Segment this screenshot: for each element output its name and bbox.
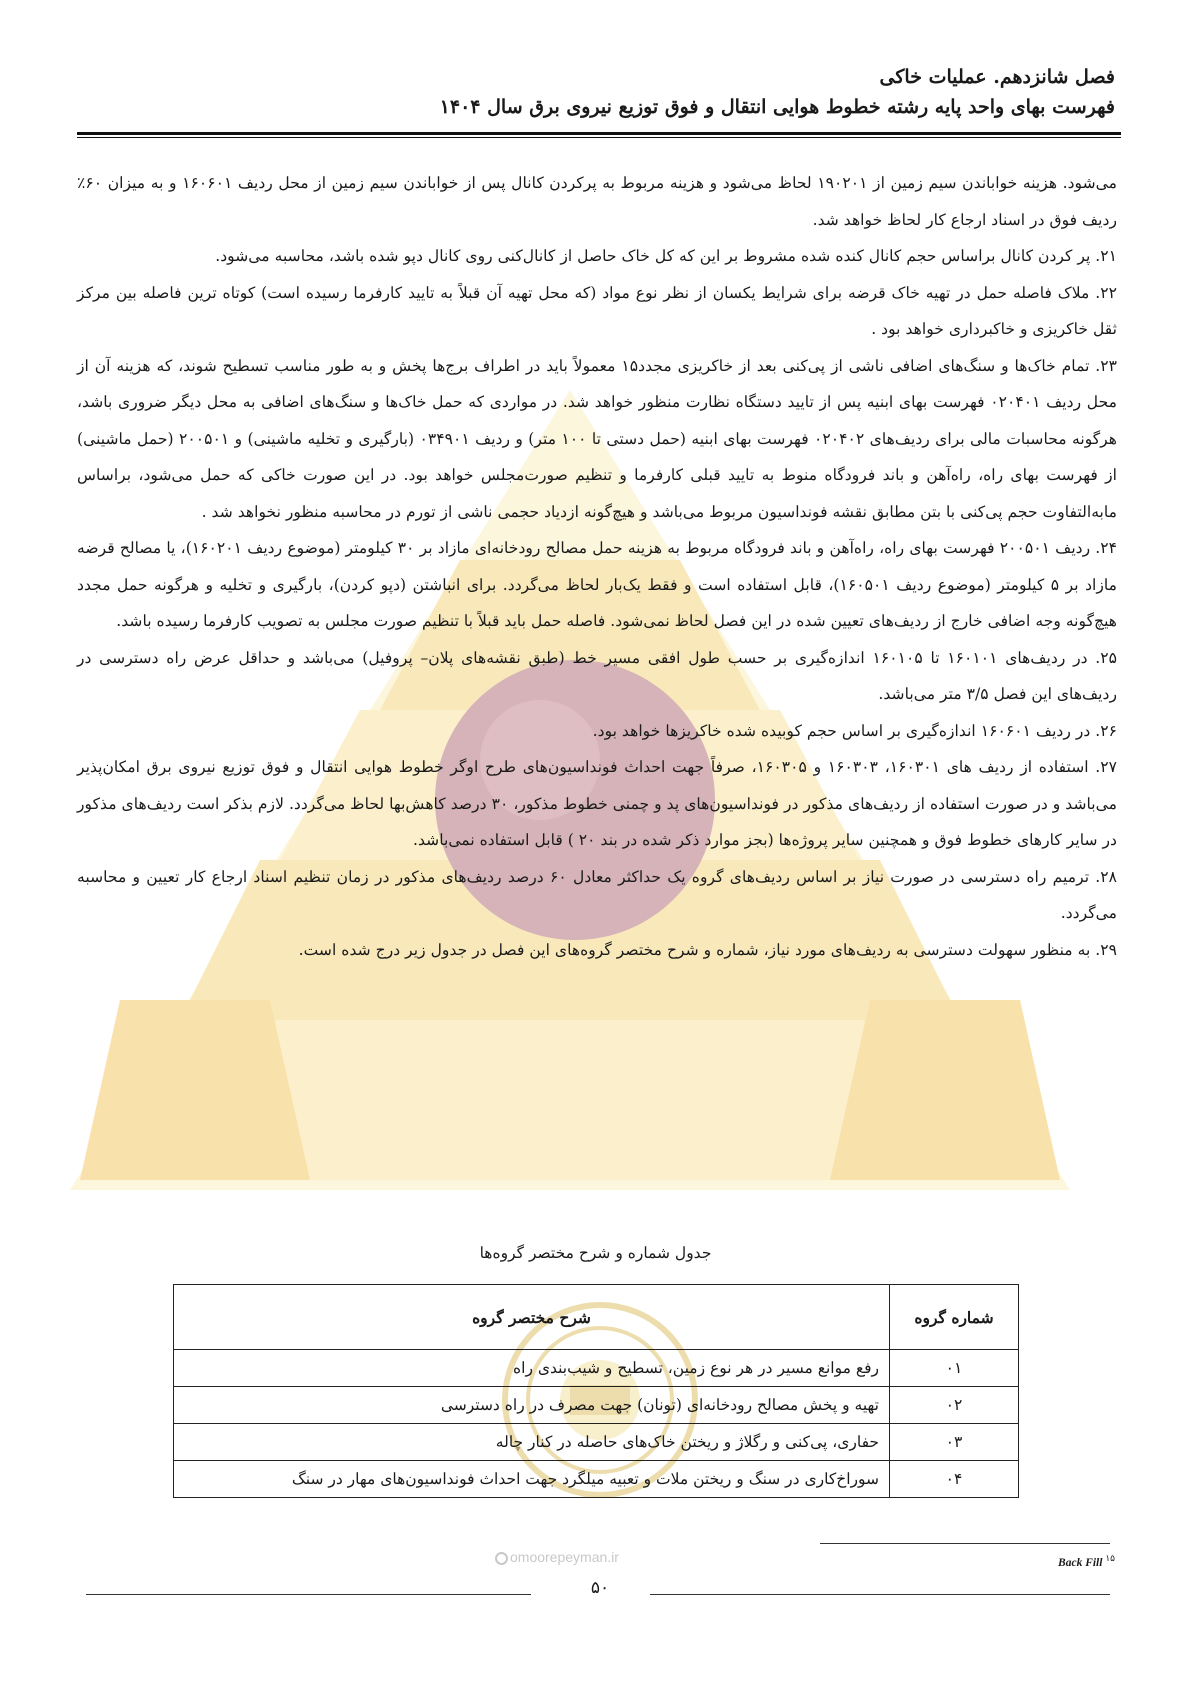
watermark-site bbox=[495, 1549, 619, 1565]
paragraph-20-continued: می‌شود. هزینه خواباندن سیم زمین از ۱۹۰۲۰۱ لحاظ می‌شود و هزینه مربوط به پرکردن کانال پس از خواباندن سیم زمین از محل ردیف ۱۶۰۶۰۱ و به میزان ۶۰٪ ردیف فوق در اسناد ارجاع کار لحاظ خواهد شد. bbox=[77, 174, 1117, 229]
page-number: ۵۰ bbox=[590, 1578, 610, 1598]
header-rule-thin bbox=[77, 137, 1121, 138]
footer-rule-left bbox=[86, 1594, 531, 1595]
group-number-cell: ۰۴ bbox=[890, 1461, 1019, 1498]
group-number-cell: ۰۱ bbox=[890, 1350, 1019, 1387]
group-number-cell: ۰۳ bbox=[890, 1424, 1019, 1461]
paragraph-22: ۲۲. ملاک فاصله حمل در تهیه خاک قرضه برای شرایط یکسان از نظر نوع مواد (که محل تهیه آن قبلاً به تایید کارفرما رسیده است) کوتاه ترین فاصله بین مرکز ثقل خاکریزی و خاکبرداری خواهد بود . bbox=[77, 283, 1117, 338]
chapter-title: فصل شانزدهم. عملیات خاکی bbox=[879, 66, 1115, 88]
table-row bbox=[174, 1387, 1019, 1424]
paragraph-24: ۲۴. ردیف ۲۰۰۵۰۱ فهرست بهای راه، راه‌آهن و باند فرودگاه مربوط به هزینه حمل مصالح رودخانه‌ای مازاد بر ۳۰ کیلومتر (موضوع ردیف ۱۶۰۲۰۱)، یا مصالح قرضه مازاد بر ۵ کیلومتر (موضوع ردیف ۱۶۰۵۰۱)، قابل استفاده است و فقط یک‌بار لحاظ می‌گردد. برای انباشتن (دپو کردن)، بارگیری و تخلیه و هرگونه حمل مجدد هیچ‌گونه وجه اضافی خارج از ردیف‌های تعیین شده در این فصل لحاظ نمی‌شود. فاصله حمل باید قبلاً با تنظیم صورت مجلس به تصویب کارفرما رسیده باشد. bbox=[77, 539, 1118, 630]
footer-rule-right bbox=[650, 1594, 1110, 1595]
group-description-cell: سوراخ‌کاری در سنگ و ریختن ملات و تعبیه میلگرد جهت احداث فونداسیون‌های مهار در سنگ bbox=[174, 1461, 890, 1498]
footnote-marker: ۱۵ bbox=[1105, 1553, 1115, 1563]
group-description-cell: حفاری، پی‌کنی و رگلاژ و ریختن خاک‌های حاصله در کنار چاله bbox=[174, 1424, 890, 1461]
column-header-group-description: شرح مختصر گروه bbox=[174, 1285, 890, 1350]
group-number-cell: ۰۲ bbox=[890, 1387, 1019, 1424]
table-row bbox=[174, 1424, 1019, 1461]
paragraph-28: ۲۸. ترمیم راه دسترسی در صورت نیاز بر اساس ردیف‌های گروه یک حداکثر معادل ۶۰ درصد ردیف‌های مذکور در زمان تنظیم اسناد ارجاع کار تعیین و محاسبه می‌گردد. bbox=[77, 867, 1117, 922]
paragraph-26: ۲۶. در ردیف ۱۶۰۶۰۱ اندازه‌گیری بر اساس حجم کوبیده شده خاکریزها خواهد بود. bbox=[592, 721, 1117, 740]
column-header-group-number: شماره گروه bbox=[890, 1285, 1019, 1350]
table-caption: جدول شماره و شرح مختصر گروه‌ها bbox=[479, 1244, 712, 1262]
table-row bbox=[174, 1350, 1019, 1387]
table-header-row bbox=[174, 1285, 1019, 1350]
table-row bbox=[174, 1461, 1019, 1498]
watermark-site-text: omoorepeyman.ir bbox=[510, 1549, 619, 1565]
header-rule bbox=[77, 132, 1121, 135]
paragraph-29: ۲۹. به منظور سهولت دسترسی به ردیف‌های مورد نیاز، شماره و شرح مختصر گروه‌های این فصل در جدول زیر درج شده است. bbox=[298, 940, 1117, 959]
body-text bbox=[77, 165, 1117, 968]
groups-table bbox=[173, 1284, 1019, 1498]
paragraph-23: ۲۳. تمام خاک‌ها و سنگ‌های اضافی ناشی از پی‌کنی بعد از خاکریزی مجدد۱۵ معمولاً باید در اطراف برج‌ها پخش و به طور مناسب تسطیح شوند، که هزینه آن از محل ردیف ۰۲۰۴۰۱ فهرست بهای ابنیه پس از تایید دستگاه نظارت منظور خواهد شد. در مواردی که حمل خاک‌ها و سنگ‌های اضافی به محل دیگر ضروری باشد، هرگونه محاسبات مالی برای ردیف‌های ۰۲۰۴۰۲ فهرست بهای ابنیه (حمل دستی تا ۱۰۰ متر) و ردیف ۰۳۴۹۰۱ (بارگیری و تخلیه ماشینی) و ۲۰۰۵۰۱ (حمل ماشینی) از فهرست بهای راه، راه‌آهن و باند فرودگاه منوط به تایید قبلی کارفرما و تنظیم صورت‌مجلس خواهد بود. در این صورت خاکی که حمل می‌شود، براساس مابه‌التفاوت حجم پی‌کنی با بتن مطابق نقشه فونداسیون مربوط می‌باشد و هیچ‌گونه ازدیاد حجمی ناشی از تورم در محاسبه منظور نخواهد شد . bbox=[77, 356, 1118, 521]
document-title: فهرست بهای واحد پایه رشته خطوط هوایی انتقال و فوق توزیع نیروی برق سال ۱۴۰۴ bbox=[439, 96, 1115, 118]
page-header bbox=[75, 62, 1115, 122]
paragraph-25: ۲۵. در ردیف‌های ۱۶۰۱۰۱ تا ۱۶۰۱۰۵ اندازه‌گیری بر حسب طول افقی مسیر خط (طبق نقشه‌های پلان– پروفیل) می‌باشد و حداقل عرض راه دسترسی در ردیف‌های این فصل ۳/۵ متر می‌باشد. bbox=[77, 648, 1117, 703]
footnote-separator bbox=[820, 1543, 1110, 1544]
at-sign-icon bbox=[495, 1552, 508, 1565]
paragraph-27: ۲۷. استفاده از ردیف های ۱۶۰۳۰۱، ۱۶۰۳۰۳ و ۱۶۰۳۰۵، صرفاً جهت احداث فونداسیون‌های طرح اوگر خطوط هوایی انتقال و فوق توزیع نیروی برق امکان‌پذیر می‌باشد و در صورت استفاده از ردیف‌های مذکور در فونداسیون‌های پد و چمنی خطوط مذکور، ۳۰ درصد کاهش‌بها لحاظ می‌گردد. لازم بذکر است ردیف‌های مذکور در سایر کارهای خطوط فوق و همچنین سایر پروژه‌ها (بجز موارد ذکر شده در بند ۲۰ ) قابل استفاده نمی‌باشد. bbox=[77, 758, 1117, 849]
group-description-cell: تهیه و پخش مصالح رودخانه‌ای (تونان) جهت مصرف در راه دسترسی bbox=[174, 1387, 890, 1424]
paragraph-21: ۲۱. پر کردن کانال براساس حجم کانال کنده شده مشروط بر این که کل خاک حاصل از کانال‌کنی روی کانال دپو شده باشد، محاسبه می‌شود. bbox=[215, 247, 1117, 265]
footnote bbox=[1058, 1553, 1115, 1569]
group-description-cell: رفع موانع مسیر در هر نوع زمین، تسطیح و شیب‌بندی راه bbox=[174, 1350, 890, 1387]
footnote-text: Back Fill bbox=[1058, 1556, 1103, 1569]
